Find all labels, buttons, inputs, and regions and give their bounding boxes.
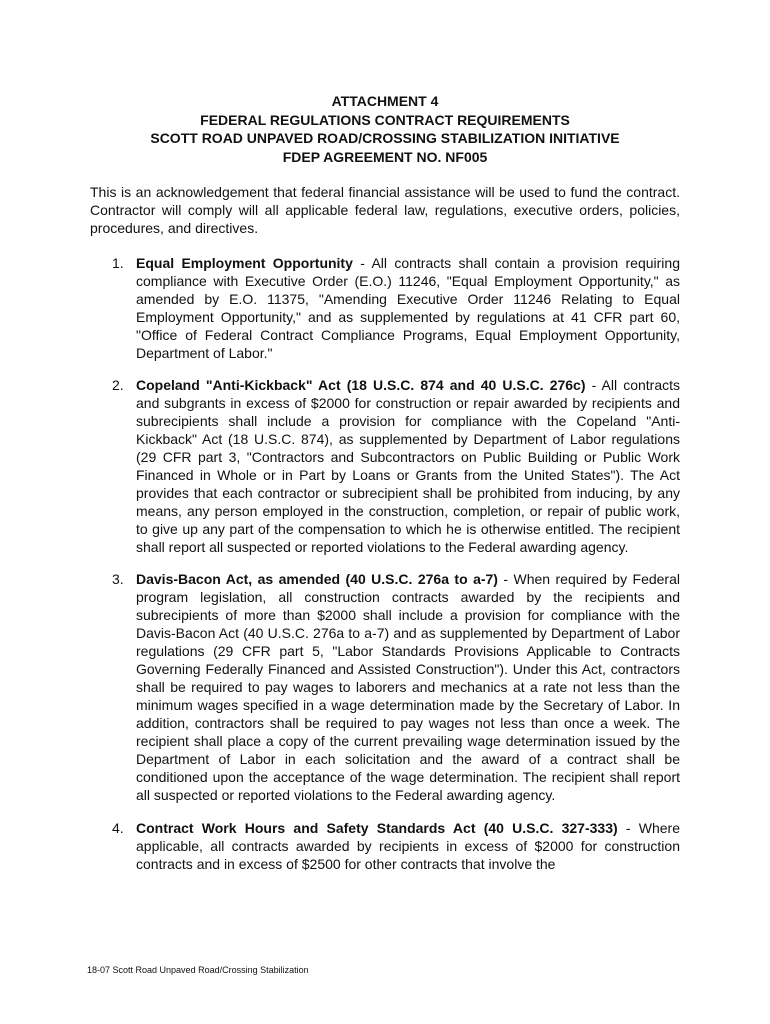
item-number: 2. bbox=[112, 377, 124, 393]
requirements-title: FEDERAL REGULATIONS CONTRACT REQUIREMENTS bbox=[200, 111, 570, 128]
item-number: 1. bbox=[112, 255, 124, 271]
list-item bbox=[90, 376, 680, 556]
list-item bbox=[90, 570, 680, 804]
item-body: - Where applicable, all contracts awarded by recipients in excess of $2000 for construction contracts and in excess of $2500 for other contracts that involve the bbox=[136, 820, 680, 872]
attachment-title: ATTACHMENT 4 bbox=[331, 93, 439, 109]
item-title: Copeland "Anti-Kickback" Act (18 U.S.C. 874 and 40 U.S.C. 276c) bbox=[136, 377, 586, 393]
agreement-number: FDEP AGREEMENT NO. NF005 bbox=[282, 148, 488, 165]
document-header bbox=[80, 92, 690, 166]
item-number: 4. bbox=[112, 820, 124, 836]
item-title: Equal Employment Opportunity bbox=[136, 255, 353, 271]
item-body: - All contracts shall contain a provision requiring compliance with Executive Order (E.O.) 11246, "Equal Employment Opportunity," as amended by E.O. 11375, "Amending Executive Order 11246 Relating to Equal Employment Opportunity," and as supplemented by regulations at 41 CFR part 60, "Office of Federal Contract Compliance Programs, Equal Employment Opportunity, Department of Labor." bbox=[136, 255, 680, 361]
intro-paragraph: This is an acknowledgement that federal financial assistance will be used to fund the contract. Contractor will comply will all applicable federal law, regulations, executive orders, policies, procedures, and directives. bbox=[90, 184, 680, 236]
list-item bbox=[90, 254, 680, 362]
requirements-list bbox=[90, 254, 680, 873]
list-item bbox=[90, 819, 680, 873]
item-body: - All contracts and subgrants in excess of $2000 for construction or repair awarded by recipients and subrecipients shall include a provision for compliance with the Copeland "Anti-Kickback" Act (18 U.S.C. 874), as supplemented by Department of Labor regulations (29 CFR part 3, "Contractors and Subcontractors on Public Building or Public Work Financed in Whole or in Part by Loans or Grants from the United States"). The Act provides that each contractor or subrecipient shall be prohibited from inducing, by any means, any person employed in the construction, completion, or repair of public work, to give up any part of the compensation to which he is otherwise entitled. The recipient shall report all suspected or reported violations to the Federal awarding agency. bbox=[136, 377, 680, 555]
item-number: 3. bbox=[112, 571, 124, 587]
item-body: - When required by Federal program legislation, all construction contracts awarded by the recipients and subrecipients of more than $2000 shall include a provision for compliance with the Davis-Bacon Act (40 U.S.C. 276a to a-7) and as supplemented by Department of Labor regulations (29 CFR part 5, "Labor Standards Provisions Applicable to Contracts Governing Federally Financed and Assisted Construction"). Under this Act, contractors shall be required to pay wages to laborers and mechanics at a rate not less than the minimum wages specified in a wage determination made by the Secretary of Labor. In addition, contractors shall be required to pay wages not less than once a week. The recipient shall place a copy of the current prevailing wage determination issued by the Department of Labor in each solicitation and the award of a contract shall be conditioned upon the acceptance of the wage determination. The recipient shall report all suspected or reported violations to the Federal awarding agency. bbox=[136, 571, 680, 803]
page-footer: 18-07 Scott Road Unpaved Road/Crossing Stabilization bbox=[87, 965, 309, 975]
initiative-title: SCOTT ROAD UNPAVED ROAD/CROSSING STABILIZATION INITIATIVE bbox=[150, 130, 620, 146]
item-title: Davis-Bacon Act, as amended (40 U.S.C. 276a to a-7) bbox=[136, 571, 498, 587]
item-title: Contract Work Hours and Safety Standards Act (40 U.S.C. 327-333) bbox=[136, 820, 618, 836]
